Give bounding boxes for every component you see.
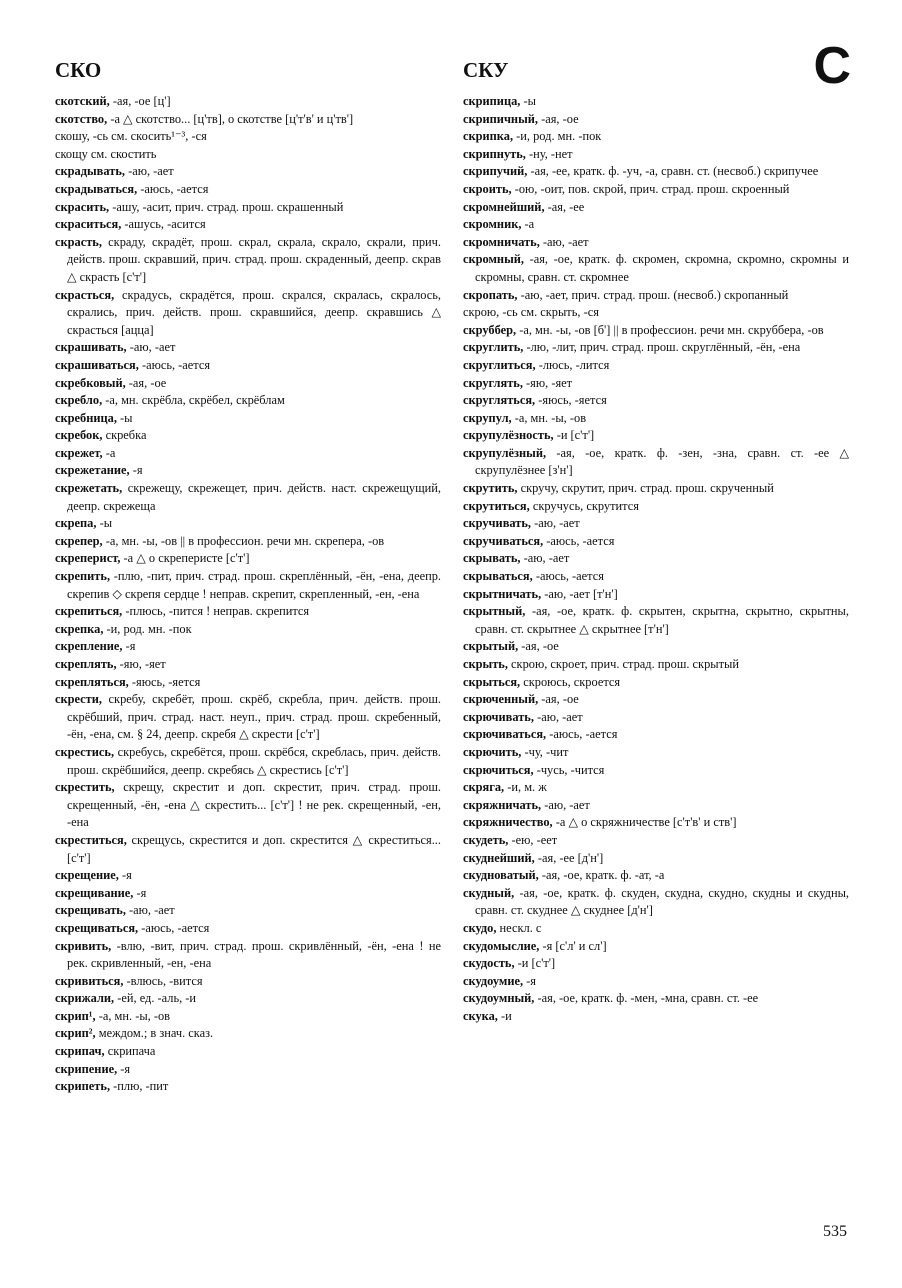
entry-body: -аю, -ает [126,340,176,355]
entry-body: -ая, -ее [544,199,585,214]
entry-body: -ашу, -асит, прич. страд. прош. скрашенный [109,199,344,214]
entry-body: -я [117,1061,131,1076]
entry-body: -а, мн. -ы, -ов [95,1008,171,1023]
dictionary-entry [55,445,441,463]
entry-headword: скудноватый, [463,868,539,883]
entry-headword: скруглить, [463,340,524,355]
entry-body: скошу, -сь см. скосить¹⁻³, -ся [55,129,207,144]
dictionary-entry [55,163,441,181]
dictionary-entry [463,744,849,762]
entry-body: -аю, -ает [531,516,580,531]
entry-body: -а △ скотство... [ц'тв], о скотстве [ц'т'в' и ц'тв'] [107,111,354,126]
entry-body: -чу, -чит [521,744,569,759]
entry-body: -яю, -яет [522,375,573,390]
entry-body: -а, мн. скрёбла, скрёбел, скрёблам [102,393,285,408]
entry-headword: скрывать, [463,551,521,566]
section-letter: С [813,37,851,95]
entry-body: -а, мн. -ы, -ов [б'] || в профессион. речи мн. скруббера, -ов [516,322,824,337]
entry-body: -влю, -вит, прич. страд. прош. скривлённый, -ён, -ена ! не рек. скривленный, -ен, -ена [67,938,441,971]
entry-body: -аю, -ает [539,234,589,249]
entry-headword: скудоумие, [463,973,524,988]
entry-body: -ая, -ое [518,639,559,654]
entry-body: -ею, -еет [508,832,558,847]
entry-headword: скромный, [463,252,524,267]
dictionary-entry [55,603,441,621]
dictionary-entry [55,199,441,217]
entry-headword: скрежетать, [55,481,123,496]
entry-body: -плю, -пит [110,1079,169,1094]
entry-headword: скрасться, [55,287,115,302]
dictionary-entry [463,550,849,568]
entry-headword: скруббер, [463,322,517,337]
dictionary-entry [55,691,441,744]
dictionary-entry [463,814,849,832]
entry-headword: скудоумный, [463,991,535,1006]
dictionary-entry [55,885,441,903]
entry-headword: скребница, [55,410,117,425]
entry-headword: скруглиться, [463,357,536,372]
entry-body: -и, род. мн. -пок [103,621,192,636]
entry-headword: скреплять, [55,657,117,671]
dictionary-entry [463,990,849,1008]
entry-body: -аюсь, -ается [546,727,618,742]
entry-body: -плюсь, -пится ! неправ. скрепится [122,604,310,619]
entry-body: -аюсь, -ается [137,181,209,196]
entry-headword: скруглять, [463,375,523,390]
dictionary-entry [463,885,849,920]
entry-headword: скроить, [463,181,512,196]
entry-headword: скрытничать, [463,586,542,601]
dictionary-entry [55,920,441,938]
entry-headword: скрестить, [55,780,115,795]
entry-headword: скрепер, [55,533,103,548]
dictionary-entry [463,322,849,340]
entry-body: скрою, скроет, прич. страд. прош. скрытый [507,657,739,671]
entry-headword: скребковый, [55,375,126,390]
dictionary-entry [55,533,441,551]
entry-body: -яюсь, -яется [535,393,607,408]
entry-headword: скуднейший, [463,850,535,865]
dictionary-entry [55,779,441,832]
dictionary-entry [463,339,849,357]
entry-headword: скудный, [463,885,515,900]
dictionary-entry [55,287,441,340]
entry-body: -ая, -ое [125,375,167,390]
entry-body: скроюсь, скроется [520,674,621,689]
entry-body: -а [102,445,116,460]
entry-body: -ая, -ое, кратк. ф. скуден, скудна, скудно, скудны и скудны, сравн. ст. скуднее △ скуднее [д'н'] [475,885,849,918]
entry-headword: скрепить, [55,569,111,584]
dictionary-entry [463,375,849,393]
dictionary-entry [463,304,849,322]
dictionary-entry [463,586,849,604]
dictionary-entry [55,550,441,568]
entry-body: -я [122,639,136,654]
entry-body: -и [497,1008,512,1023]
entry-headword: скрепка, [55,621,104,636]
entry-body: -ы [96,516,113,531]
entry-headword: скрасть, [55,234,102,249]
left-column [55,93,441,1096]
entry-headword: скребло, [55,393,103,408]
dictionary-entry [55,902,441,920]
entry-headword: скручиваться, [463,533,544,548]
entry-headword: скрашивать, [55,340,127,355]
dictionary-entry [55,1043,441,1061]
entry-body: -я [129,463,143,478]
dictionary-entry [463,199,849,217]
entry-headword: скрючить, [463,744,522,759]
dictionary-entry [463,638,849,656]
entry-headword: скрипица, [463,94,521,108]
dictionary-entry [55,515,441,533]
dictionary-entry [463,533,849,551]
dictionary-entry [55,1078,441,1096]
entry-headword: скрытный, [463,604,526,619]
dictionary-entry [463,146,849,164]
left-guide-word: СКО [55,58,102,82]
entry-body: -и, м. ж [504,780,547,795]
entry-body: -ая, -ое, кратк. ф. скрытен, скрытна, скрытно, скрытны, сравн. ст. скрытнее △ скрытнее [т'н'] [475,604,849,636]
entry-headword: скромничать, [463,234,540,249]
dictionary-entry [463,797,849,815]
entry-headword: скрючивать, [463,709,534,724]
dictionary-entry [463,955,849,973]
dictionary-entry [463,357,849,375]
entry-headword: скрепляться, [55,674,129,689]
entry-body: -ая, -ое, кратк. ф. -мен, -мна, сравн. ст. -ее [534,991,759,1006]
dictionary-entry [463,568,849,586]
right-guide-word: СКУ [463,58,509,82]
dictionary-entry [55,234,441,287]
entry-headword: скропать, [463,287,518,302]
entry-body: -аюсь, -ается [138,920,210,935]
entry-headword: скрещивать, [55,903,126,918]
entry-headword: скраситься, [55,217,122,232]
entry-body: -я [с'л' и сл'] [539,938,607,953]
dictionary-entry [463,163,849,181]
entry-body: -ну, -нет [525,146,573,161]
entry-body: -аю, -ает [533,709,583,724]
entry-body: -аю, -ает, прич. страд. прош. (несвоб.) скропанный [517,287,789,302]
dictionary-entry [463,251,849,286]
entry-headword: скромнейший, [463,199,545,214]
dictionary-entry [463,93,849,111]
dictionary-entry [55,867,441,885]
entry-headword: скрыться, [463,674,521,689]
entry-body: нескл. с [496,920,542,935]
dictionary-entry [463,128,849,146]
entry-headword: скрип², [55,1026,96,1041]
entry-body: -яюсь, -яется [128,674,201,689]
dictionary-entry [55,216,441,234]
dictionary-entry [463,762,849,780]
entry-headword: скрупул, [463,410,512,425]
entry-body: -ою, -оит, пов. скрой, прич. страд. прош. скроенный [511,181,790,196]
dictionary-entry [55,1025,441,1043]
dictionary-entry [55,973,441,991]
dictionary-entry [55,375,441,393]
dictionary-entry [463,938,849,956]
dictionary-entry [463,181,849,199]
entry-body: -и, род. мн. -пок [513,129,602,144]
entry-body: скручу, скрутит, прич. страд. прош. скрученный [517,481,774,496]
dictionary-entry [55,427,441,445]
entry-headword: скрести, [55,692,103,707]
entry-body: скрипача [104,1044,156,1059]
dictionary-entry [463,216,849,234]
entry-body: -а, мн. -ы, -ов [511,410,587,425]
entry-headword: скудеть, [463,832,509,847]
entry-body: скрежещу, скрежещет, прич. действ. наст. скрежещущий, деепр. скрежеща [67,481,441,513]
entry-body: -ы [520,94,536,108]
dictionary-entry [55,621,441,639]
entry-body: -ашусь, -асится [121,217,206,232]
entry-body: скощу см. скостить [55,146,157,161]
dictionary-entry [463,480,849,498]
entry-body: скрою, -сь см. скрыть, -ся [463,305,599,320]
dictionary-entry [463,850,849,868]
entry-body: -ы [116,410,133,425]
entry-headword: скука, [463,1008,498,1023]
entry-headword: скребок, [55,428,103,443]
dictionary-entry [463,656,849,674]
entry-body: -аюсь, -ается [138,357,211,372]
entry-body: -ая, -ое, кратк. ф. -ат, -а [538,868,665,883]
dictionary-entry [463,445,849,480]
entry-headword: скотский, [55,94,110,108]
entry-headword: скрипучий, [463,164,528,179]
entry-body: -аю, -ает [т'н'] [541,586,618,601]
entry-body: -я [133,885,147,900]
entry-headword: скреститься, [55,832,127,847]
entry-headword: скреперист, [55,551,121,566]
dictionary-entry [55,357,441,375]
entry-headword: скрытый, [463,639,519,654]
entry-headword: скрещивание, [55,885,134,900]
dictionary-entry [463,973,849,991]
entry-headword: скрываться, [463,569,533,584]
dictionary-entry [463,726,849,744]
entry-headword: скрепление, [55,639,123,654]
entry-body: -аюсь, -ается [532,569,604,584]
dictionary-entry [55,1061,441,1079]
entry-headword: скудость, [463,956,515,971]
entry-body: -плю, -пит, прич. страд. прош. скреплённый, -ён, -ена, деепр. скрепив ◇ скрепя сердце ! неправ. скрепит, скрепленный, -ен, -ена [67,569,441,601]
entry-headword: скручивать, [463,516,531,531]
entry-body: -а △ о скряжничестве [с'т'в' и ств'] [552,815,737,830]
entry-body: скрещусь, скрестится и доп. скрестится △ скреститься... [с'т'] [67,832,441,865]
entry-body: скручусь, скрутится [529,498,639,513]
page-number: 535 [823,1223,847,1240]
dictionary-entry [463,410,849,428]
dictionary-entry [55,462,441,480]
entry-headword: скрутиться, [463,498,530,513]
dictionary-entry [463,427,849,445]
entry-body: -ая, -ее, кратк. ф. -уч, -а, сравн. ст. (несвоб.) скрипучее [527,164,819,179]
dictionary-entry [55,93,441,111]
entry-headword: скрючиваться, [463,727,547,742]
entry-body: -ая, -ое [ц'] [109,94,171,108]
entry-body: -и [с'т'] [553,428,595,443]
entry-headword: скрещение, [55,868,119,883]
dictionary-entry [55,410,441,428]
entry-body: -ая, -ее [д'н'] [534,850,604,865]
entry-body: -аюсь, -ается [543,533,615,548]
dictionary-entry [463,920,849,938]
dictionary-entry [55,1008,441,1026]
entry-headword: скрещиваться, [55,920,139,935]
dictionary-entry [463,515,849,533]
entry-headword: скрашиваться, [55,357,139,372]
dictionary-entry [463,234,849,252]
entry-headword: скряжничество, [463,815,553,830]
dictionary-entry [463,779,849,797]
entry-body: -ая, -ое, кратк. ф. -зен, -зна, сравн. ст. -ее △ скрупулёзнее [з'н'] [475,445,849,478]
dictionary-entry [463,832,849,850]
entry-headword: скрутить, [463,481,518,496]
entry-headword: скрадывать, [55,164,125,179]
entry-headword: скрипичный, [463,111,538,126]
dictionary-entry [55,146,441,164]
dictionary-entry [55,990,441,1008]
dictionary-entry [55,638,441,656]
entry-headword: скрипение, [55,1061,118,1076]
entry-body: скрещу, скрестит и доп. скрестит, прич. страд. прош. скрещенный, -ён, -ена △ скрестить... [с'т'] ! не рек. скрещенный, -ен, -ена [67,780,441,830]
right-column [463,93,849,1025]
entry-headword: скрестись, [55,744,115,759]
entry-headword: скрежетание, [55,463,130,478]
entry-body: -лю, -лит, прич. страд. прош. скруглённый, -ён, -ена [523,340,801,355]
dictionary-entry [55,181,441,199]
dictionary-entry [463,1008,849,1026]
dictionary-entry [463,498,849,516]
entry-body: скребу, скребёт, прош. скрёб, скребла, прич. действ. прош. скрёбший, прич. страд. наст. неуп., прич. страд. прош. скребенный, -ён, -ена, см. § 24, деепр. скребя △ скрести [с'т'] [67,692,441,742]
entry-body: -аю, -ает [541,797,590,812]
entry-body: -я [523,973,537,988]
dictionary-entry [55,656,441,674]
entry-body: -и [с'т'] [514,956,556,971]
dictionary-entry [55,128,441,146]
dictionary-entry [55,568,441,603]
entry-body: -а △ о скреперисте [с'т'] [120,551,250,566]
dictionary-entry [463,867,849,885]
entry-body: -чусь, -чится [533,762,605,777]
dictionary-entry [55,339,441,357]
dictionary-entry [55,938,441,973]
entry-body: -аю, -ает [520,551,570,566]
entry-body: -люсь, -лится [535,357,610,372]
entry-headword: скромник, [463,217,522,232]
dictionary-entry [463,691,849,709]
dictionary-entry [55,832,441,867]
dictionary-entry [55,480,441,515]
entry-headword: скрупулёзность, [463,428,554,443]
entry-body: -яю, -яет [116,657,166,671]
entry-headword: скрипеть, [55,1079,111,1094]
entry-body: скраду, скрадёт, прош. скрал, скрала, скрало, скрали, прич. действ. прош. скравший, прич. страд. прош. скраденный, деепр. скрав △ скрасть [с'т'] [67,234,441,284]
entry-body: -ая, -ое [538,692,579,707]
entry-headword: скрюченный, [463,692,539,707]
dictionary-entry [55,392,441,410]
entry-headword: скрепиться, [55,604,123,619]
entry-body: -а, мн. -ы, -ов || в профессион. речи мн. скрепера, -ов [102,533,385,548]
entry-body: -влюсь, -вится [123,973,203,988]
entry-headword: скрипка, [463,129,514,144]
dictionary-entry [463,392,849,410]
entry-headword: скрежет, [55,445,103,460]
dictionary-entry [55,111,441,129]
entry-body: -аю, -ает [124,164,174,179]
dictionary-entry [463,111,849,129]
entry-headword: скрип¹, [55,1008,96,1023]
entry-body: -я [118,868,132,883]
entry-headword: скрипач, [55,1044,105,1059]
dictionary-entry [55,674,441,692]
entry-headword: скрыть, [463,657,508,671]
entry-body: -ей, ед. -аль, -и [114,991,197,1006]
entry-body: скребка [102,428,147,443]
dictionary-entry [463,287,849,305]
entry-body: междом.; в знач. сказ. [95,1026,214,1041]
entry-headword: скрижали, [55,991,115,1006]
entry-headword: скрючиться, [463,762,534,777]
entry-headword: скрупулёзный, [463,445,547,460]
entry-body: -а [521,217,535,232]
entry-body: -ая, -ое [538,111,579,126]
entry-headword: скрасить, [55,199,110,214]
entry-headword: скотство, [55,111,108,126]
dictionary-entry [463,603,849,638]
entry-body: скрадусь, скрадётся, прош. скрался, скралась, скралось, скрались, прич. действ. прош. скравшийся, деепр. скравшись △ скрасться [ацца] [67,287,441,337]
entry-headword: скудо, [463,920,497,935]
dictionary-entry [463,709,849,727]
entry-headword: скрипнуть, [463,146,526,161]
dictionary-entry [463,674,849,692]
entry-headword: скряга, [463,780,505,795]
entry-headword: скряжничать, [463,797,542,812]
entry-headword: скрепа, [55,516,97,531]
entry-body: -аю, -ает [125,903,175,918]
entry-body: -ая, -ое, кратк. ф. скромен, скромна, скромно, скромны и скромны, сравн. ст. скромнее [475,252,849,284]
entry-headword: скривиться, [55,973,124,988]
entry-headword: скрадываться, [55,181,138,196]
entry-headword: скривить, [55,938,112,953]
entry-headword: скругляться, [463,393,536,408]
entry-body: скребусь, скребётся, прош. скрёбся, скреблась, прич. действ. прош. скрёбшийся, деепр. скребясь △ скрестись [с'т'] [67,744,441,777]
dictionary-entry [55,744,441,779]
entry-headword: скудомыслие, [463,938,540,953]
